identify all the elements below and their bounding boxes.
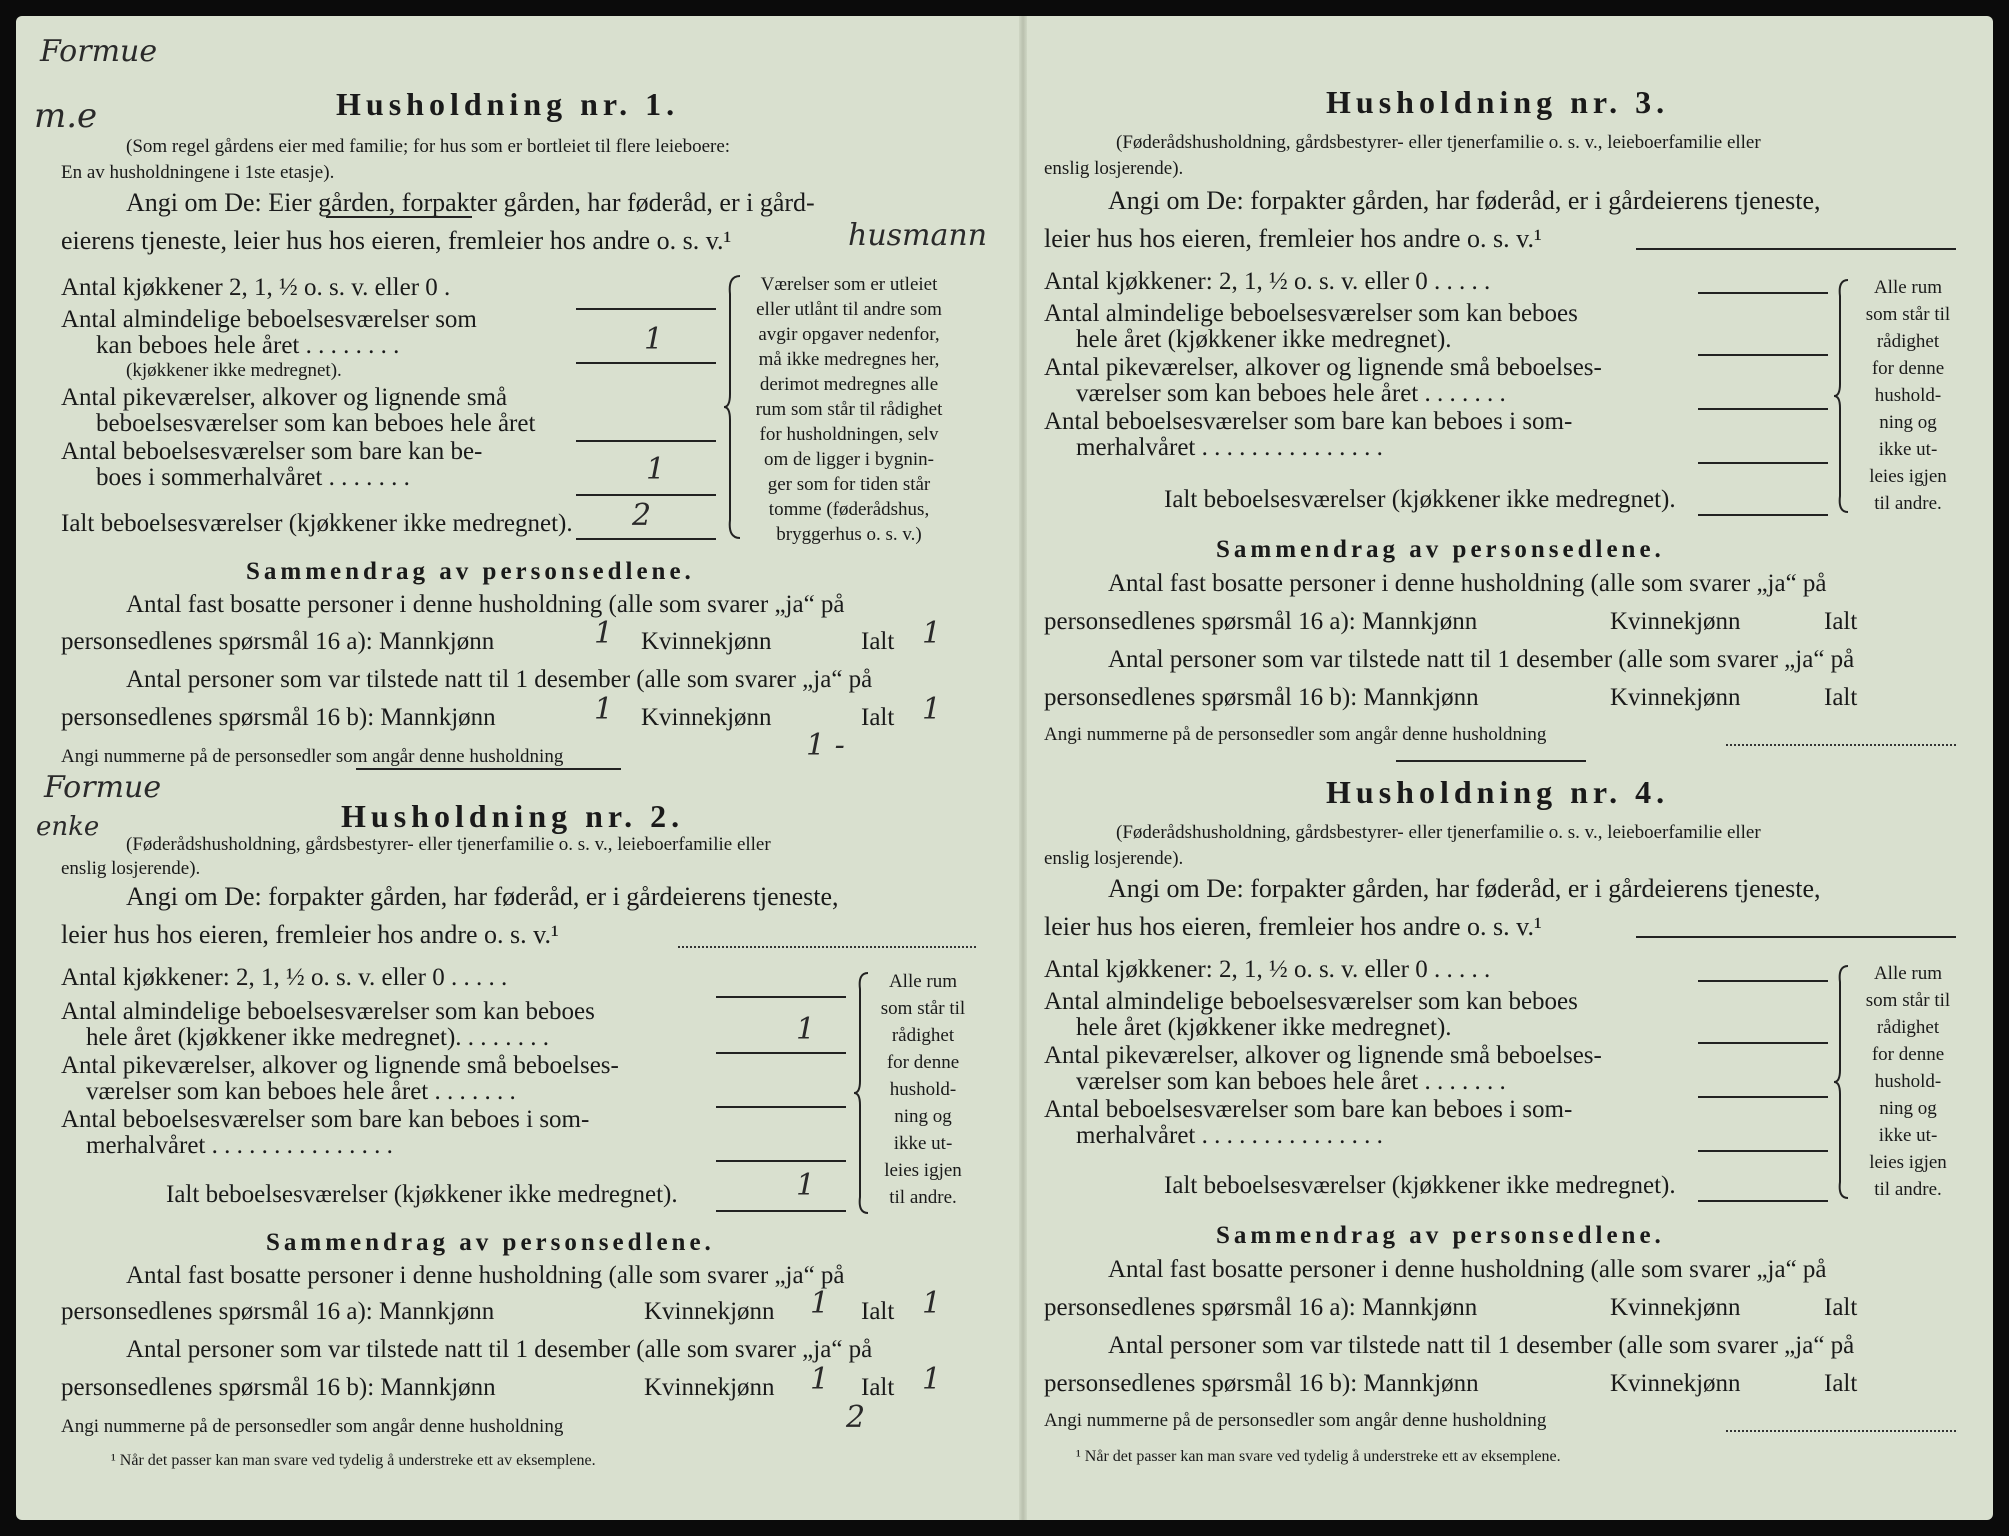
hh1-answer-m16a: 1 (594, 616, 614, 651)
hh1-row-ialt: Ialt beboelsesværelser (kjøkkener ikke medregnet). (61, 510, 573, 537)
hh4-row-alm-2: hele året (kjøkkener ikke medregnet). (1076, 1014, 1452, 1041)
hh4-side-note: Alle rum som står til rådighet for denne hushold- ning og ikke ut- leies igjen til andre. (1865, 963, 1951, 1200)
hh4-line-kjokken (1698, 980, 1828, 982)
hh1-answer-numre: 1 - (806, 728, 845, 763)
hh1-row-alm-3: (kjøkkener ikke medregnet). (126, 360, 342, 381)
hh2-intro-2: enslig losjerende). (61, 858, 201, 879)
hh4-sum-16a: personsedlenes spørsmål 16 a): Mannkjønn (1044, 1294, 1478, 1321)
hh4-sum-ialt-16a: Ialt (1824, 1294, 1858, 1321)
hh3-row-kjokken: Antal kjøkkener: 2, 1, ½ o. s. v. eller 0 . . . . . (1044, 268, 1491, 295)
hh1-row-pike-2: beboelsesværelser som kan beboes hele året (96, 410, 536, 437)
hh4-angi-line (1636, 936, 1956, 938)
hh3-side-note: Alle rum som står til rådighet for denne hushold- ning og ikke ut- leies igjen til andre. (1865, 277, 1951, 514)
hh4-angi-2: leier hus hos eieren, fremleier hos andre o. s. v.¹ (1044, 912, 1542, 941)
hh4-sum-16b: personsedlenes spørsmål 16 b): Mannkjønn (1044, 1370, 1479, 1397)
hh2-row-ialt: Ialt beboelsesværelser (kjøkkener ikke medregnet). (166, 1181, 678, 1208)
hh3-row-pike-2: værelser som kan beboes hele året . . . . . . . (1076, 380, 1506, 407)
hh2-answer-ialt: 1 (796, 1168, 816, 1203)
hh1-sum-16b: personsedlenes spørsmål 16 b): Mannkjønn (61, 704, 496, 731)
hh2-line-alm (716, 1052, 846, 1054)
hh4-line-pike (1698, 1096, 1828, 1098)
hh2-title: Husholdning nr. 2. (341, 798, 685, 834)
hh1-row-kjokken: Antal kjøkkener 2, 1, ½ o. s. v. eller 0 . (61, 274, 451, 301)
hh2-sum-fast: Antal fast bosatte personer i denne husholdning (alle som svarer „ja“ på (126, 1262, 845, 1289)
hh3-intro-1: (Føderådshusholdning, gårdsbestyrer- eller tjenerfamilie o. s. v., leieboerfamilie eller (1116, 132, 1761, 153)
hh4-row-sommer-1: Antal beboelsesværelser som bare kan beboes i som- (1044, 1096, 1573, 1123)
hh4-sum-ialt-16b: Ialt (1824, 1370, 1858, 1397)
hh2-answer-k16a: 1 (810, 1286, 830, 1321)
hh3-sum-numre: Angi nummerne på de personsedler som angår denne husholdning (1044, 724, 1547, 745)
hh1-row-pike-1: Antal pikeværelser, alkover og lignende små (61, 384, 508, 411)
hh4-row-alm-1: Antal almindelige beboelsesværelser som kan beboes (1044, 988, 1578, 1015)
hh2-line-kjokken (716, 996, 846, 998)
hh2-row-sommer-1: Antal beboelsesværelser som bare kan beboes i som- (61, 1106, 590, 1133)
hh3-numre-line (1726, 744, 1956, 746)
hh3-sum-fast: Antal fast bosatte personer i denne husholdning (alle som svarer „ja“ på (1108, 570, 1827, 597)
hh1-summary-title: Sammendrag av personsedlene. (246, 558, 695, 585)
hh3-line-kjokken (1698, 292, 1828, 294)
hh2-sum-16a: personsedlenes spørsmål 16 a): Mannkjønn (61, 1298, 495, 1325)
hh4-row-sommer-2: merhalvåret . . . . . . . . . . . . . . . (1076, 1122, 1383, 1149)
hh3-sum-ialt-16a: Ialt (1824, 608, 1858, 635)
hh2-answer-alm: 1 (796, 1012, 816, 1047)
hh4-intro-2: enslig losjerende). (1044, 848, 1184, 869)
hh3-sum-tilstede: Antal personer som var tilstede natt til 1 desember (alle som svarer „ja“ på (1108, 646, 1855, 673)
hh2-row-sommer-2: merhalvåret . . . . . . . . . . . . . . . (86, 1132, 393, 1159)
hh2-sum-ialt-16a: Ialt (861, 1298, 895, 1325)
hh1-answer-i16a: 1 (922, 616, 942, 651)
hh2-margin-enke: enke (36, 812, 100, 842)
hh2-angi-2: leier hus hos eieren, fremleier hos andre o. s. v.¹ (61, 920, 559, 949)
left-footnote: ¹ Når det passer kan man svare ved tydelig å understreke ett av eksemplene. (111, 1452, 596, 1469)
margin-note-me: m.e (34, 96, 98, 136)
hh1-answer-i16b: 1 (922, 692, 942, 727)
hh4-summary-title: Sammendrag av personsedlene. (1216, 1222, 1665, 1249)
margin-note-formue: Formue (40, 34, 158, 69)
hh1-answer-status: husmann (848, 218, 988, 253)
hh1-answer-alm: 1 (644, 322, 664, 357)
hh3-line-ialt (1698, 514, 1828, 516)
hh3-row-sommer-2: merhalvåret . . . . . . . . . . . . . . . (1076, 434, 1383, 461)
hh2-answer-i16a: 1 (922, 1286, 942, 1321)
hh3-angi-1: Angi om De: forpakter gården, har føderåd, er i gårdeierens tjeneste, (1108, 186, 1821, 215)
hh4-row-ialt: Ialt beboelsesværelser (kjøkkener ikke medregnet). (1164, 1172, 1676, 1199)
hh3-line-alm (1698, 354, 1828, 356)
hh4-sum-kv-16a: Kvinnekjønn (1610, 1294, 1741, 1321)
hh4-row-kjokken: Antal kjøkkener: 2, 1, ½ o. s. v. eller 0 . . . . . (1044, 956, 1491, 983)
hh1-intro-2: En av husholdningene i 1ste etasje). (61, 162, 335, 183)
hh1-sum-kv-16b: Kvinnekjønn (641, 704, 772, 731)
hh3-end-rule (1396, 760, 1586, 762)
hh1-sum-tilstede: Antal personer som var tilstede natt til 1 desember (alle som svarer „ja“ på (126, 666, 873, 693)
hh4-intro-1: (Føderådshusholdning, gårdsbestyrer- eller tjenerfamilie o. s. v., leieboerfamilie eller (1116, 822, 1761, 843)
hh1-sum-16a: personsedlenes spørsmål 16 a): Mannkjønn (61, 628, 495, 655)
hh1-row-sommer-1: Antal beboelsesværelser som bare kan be- (61, 438, 483, 465)
hh2-summary-title: Sammendrag av personsedlene. (266, 1229, 715, 1256)
hh2-sum-tilstede: Antal personer som var tilstede natt til 1 desember (alle som svarer „ja“ på (126, 1336, 873, 1363)
hh1-row-alm-2: kan beboes hele året . . . . . . . . (96, 332, 400, 359)
hh3-row-pike-1: Antal pikeværelser, alkover og lignende små beboelses- (1044, 354, 1602, 381)
hh1-row-sommer-2: boes i sommerhalvåret . . . . . . . (96, 464, 410, 491)
hh2-sum-ialt-16b: Ialt (861, 1374, 895, 1401)
hh4-sum-fast: Antal fast bosatte personer i denne husholdning (alle som svarer „ja“ på (1108, 1256, 1827, 1283)
hh2-side-note: Alle rum som står til rådighet for denne hushold- ning og ikke ut- leies igjen til andre. (880, 971, 966, 1208)
hh2-answer-numre: 2 (846, 1400, 866, 1435)
hh1-line-pike (576, 440, 716, 442)
hh4-sum-kv-16b: Kvinnekjønn (1610, 1370, 1741, 1397)
hh1-line-ialt (576, 538, 716, 540)
hh1-line-sommer (576, 494, 716, 496)
hh3-intro-2: enslig losjerende). (1044, 158, 1184, 179)
hh2-intro-1: (Føderådshusholdning, gårdsbestyrer- eller tjenerfamilie o. s. v., leieboerfamilie eller (126, 834, 771, 855)
hh1-sum-fast: Antal fast bosatte personer i denne husholdning (alle som svarer „ja“ på (126, 591, 845, 618)
hh2-line-pike (716, 1106, 846, 1108)
hh2-margin-formue: Formue (44, 770, 162, 805)
hh3-row-ialt: Ialt beboelsesværelser (kjøkkener ikke medregnet). (1164, 486, 1676, 513)
hh3-summary-title: Sammendrag av personsedlene. (1216, 536, 1665, 563)
eier-underline (326, 216, 472, 218)
hh1-line-alm (576, 362, 716, 364)
hh1-sum-ialt-16a: Ialt (861, 628, 895, 655)
hh2-sum-numre: Angi nummerne på de personsedler som angår denne husholdning (61, 1416, 564, 1437)
hh2-sum-kv-16a: Kvinnekjønn (644, 1298, 775, 1325)
hh2-row-pike-2: værelser som kan beboes hele året . . . . . . . (86, 1078, 516, 1105)
hh1-end-rule (356, 768, 621, 770)
hh1-title: Husholdning nr. 1. (336, 86, 680, 122)
hh2-row-kjokken: Antal kjøkkener: 2, 1, ½ o. s. v. eller 0 . . . . . (61, 964, 508, 991)
hh4-line-sommer (1698, 1150, 1828, 1152)
hh1-angi-2: eierens tjeneste, leier hus hos eieren, fremleier hos andre o. s. v.¹ (61, 226, 732, 255)
hh4-row-pike-2: værelser som kan beboes hele året . . . . . . . (1076, 1068, 1506, 1095)
page-fold (1019, 16, 1027, 1520)
hh3-line-sommer (1698, 462, 1828, 464)
hh1-sum-kv-16a: Kvinnekjønn (641, 628, 772, 655)
right-footnote: ¹ Når det passer kan man svare ved tydelig å understreke ett av eksemplene. (1076, 1448, 1561, 1465)
hh4-line-ialt (1698, 1200, 1828, 1202)
hh3-angi-2: leier hus hos eieren, fremleier hos andre o. s. v.¹ (1044, 224, 1542, 253)
hh3-sum-kv-16b: Kvinnekjønn (1610, 684, 1741, 711)
hh3-line-pike (1698, 408, 1828, 410)
hh2-angi-1: Angi om De: forpakter gården, har føderåd, er i gårdeierens tjeneste, (126, 882, 839, 911)
hh2-line-sommer (716, 1160, 846, 1162)
hh3-title: Husholdning nr. 3. (1326, 84, 1670, 120)
hh1-answer-m16b: 1 (594, 692, 614, 727)
hh3-sum-16b: personsedlenes spørsmål 16 b): Mannkjønn (1044, 684, 1479, 711)
hh3-sum-kv-16a: Kvinnekjønn (1610, 608, 1741, 635)
census-form-spread (16, 16, 1993, 1520)
hh3-row-alm-2: hele året (kjøkkener ikke medregnet). (1076, 326, 1452, 353)
hh1-answer-sommer: 1 (646, 452, 666, 487)
hh2-row-alm-2: hele året (kjøkkener ikke medregnet). . . . . . . . (86, 1024, 550, 1051)
hh2-row-pike-1: Antal pikeværelser, alkover og lignende små beboelses- (61, 1052, 619, 1079)
hh4-row-pike-1: Antal pikeværelser, alkover og lignende små beboelses- (1044, 1042, 1602, 1069)
hh2-answer-i16b: 1 (922, 1362, 942, 1397)
hh3-row-sommer-1: Antal beboelsesværelser som bare kan beboes i som- (1044, 408, 1573, 435)
hh2-answer-k16b: 1 (810, 1362, 830, 1397)
hh2-sum-16b: personsedlenes spørsmål 16 b): Mannkjønn (61, 1374, 496, 1401)
hh3-sum-ialt-16b: Ialt (1824, 684, 1858, 711)
hh4-angi-1: Angi om De: forpakter gården, har føderåd, er i gårdeierens tjeneste, (1108, 874, 1821, 903)
hh4-numre-line (1726, 1430, 1956, 1432)
hh1-intro-1: (Som regel gårdens eier med familie; for hus som er bortleiet til flere leieboere: (126, 136, 731, 157)
hh1-answer-ialt: 2 (632, 498, 652, 533)
hh2-sum-kv-16b: Kvinnekjønn (644, 1374, 775, 1401)
hh1-sum-ialt-16b: Ialt (861, 704, 895, 731)
hh1-sum-numre: Angi nummerne på de personsedler som angår denne husholdning (61, 746, 564, 767)
hh1-brace (722, 274, 746, 540)
hh1-row-alm-1: Antal almindelige beboelsesværelser som (61, 306, 477, 333)
hh3-angi-line (1636, 248, 1956, 250)
hh2-angi-line (678, 946, 976, 948)
hh1-angi-1: Angi om De: Eier gården, forpakter gården, har føderåd, er i gård- (126, 188, 815, 217)
hh4-line-alm (1698, 1042, 1828, 1044)
hh3-sum-16a: personsedlenes spørsmål 16 a): Mannkjønn (1044, 608, 1478, 635)
hh4-title: Husholdning nr. 4. (1326, 774, 1670, 810)
hh4-sum-numre: Angi nummerne på de personsedler som angår denne husholdning (1044, 1410, 1547, 1431)
hh1-side-note: Værelser som er utleiet eller utlånt til andre som avgir opgaver nedenfor, må ikke medregnes her, derimot medregnes alle rum som står til rådighet for husholdningen, selv om de ligger i bygnin- ger som for tiden står tomme (føderådshus, bryggerhus o. s. v.) (755, 274, 943, 545)
hh4-sum-tilstede: Antal personer som var tilstede natt til 1 desember (alle som svarer „ja“ på (1108, 1332, 1855, 1359)
hh2-row-alm-1: Antal almindelige beboelsesværelser som kan beboes (61, 998, 595, 1025)
hh1-line-kjokken (576, 308, 716, 310)
hh3-row-alm-1: Antal almindelige beboelsesværelser som kan beboes (1044, 300, 1578, 327)
hh2-line-ialt (716, 1210, 846, 1212)
